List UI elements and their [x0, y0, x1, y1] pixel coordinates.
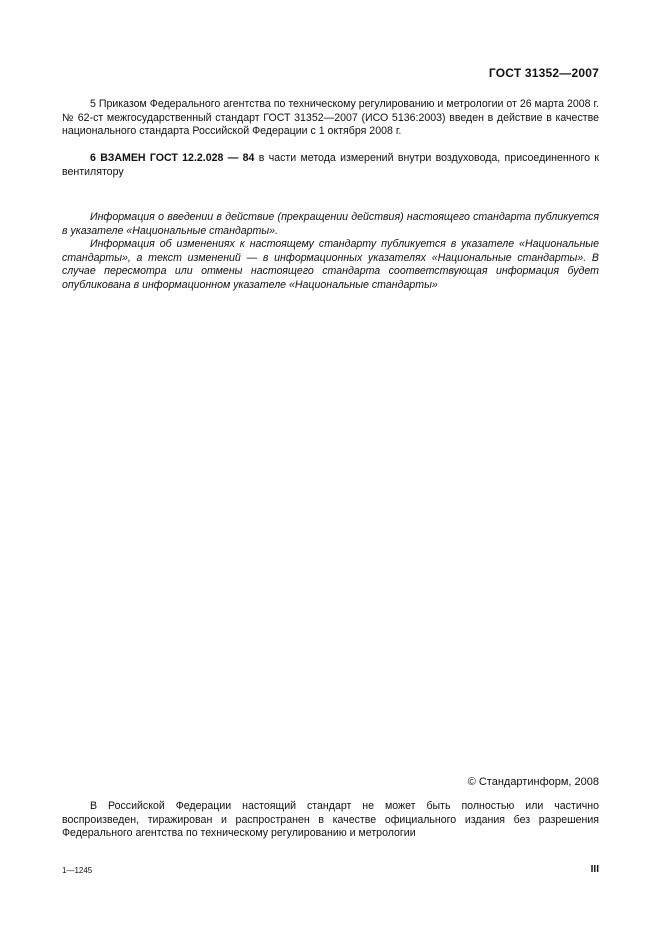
item-6-paragraph — [62, 152, 599, 179]
document-code: ГОСТ 31352—2007 — [488, 66, 599, 80]
copyright-line: © Стандартинформ, 2008 — [467, 776, 599, 788]
reproduction-notice-text: В Российской Федерации настоящий стандарт не может быть полностью или частично воспроизведен, тиражирован и распространен в качестве официального издания без разрешения Федерального агентства по техническому регулированию и метрологии — [62, 800, 599, 840]
page-number: III — [590, 864, 599, 875]
section-item-6 — [62, 152, 599, 179]
info-block — [62, 211, 599, 293]
reproduction-notice — [62, 800, 599, 841]
item-6-rest: в части метода измерений внутри воздуховода, присоединенного к вентилятору — [62, 152, 599, 178]
print-code: 1—1245 — [62, 866, 93, 875]
info-paragraph-1: Информация о введении в действие (прекращении действия) настоящего стандарта публикуется в указателе «Национальные стандарты». — [62, 211, 599, 237]
item-6-bold: 6 ВЗАМЕН ГОСТ 12.2.028 — 84 — [90, 152, 255, 164]
item-5-text: 5 Приказом Федерального агентства по техническому регулированию и метрологии от 26 марта 2008 г. № 62-ст межгосударственный стандарт ГОСТ 31352—2007 (ИСО 5136:2003) введен в действие в качестве национального стандарта Российской Федерации с 1 октября 2008 г. — [62, 98, 599, 138]
section-item-5 — [62, 98, 599, 139]
info-paragraph-2: Информация об изменениях к настоящему стандарту публикуется в указателе «Национальные стандарты», а текст изменений — в информационных указателях «Национальные стандарты». В случае пересмотра или отмены настоящего стандарта соответствующая информация будет опубликована в информационном указателе «Национальные стандарты» — [62, 238, 599, 291]
